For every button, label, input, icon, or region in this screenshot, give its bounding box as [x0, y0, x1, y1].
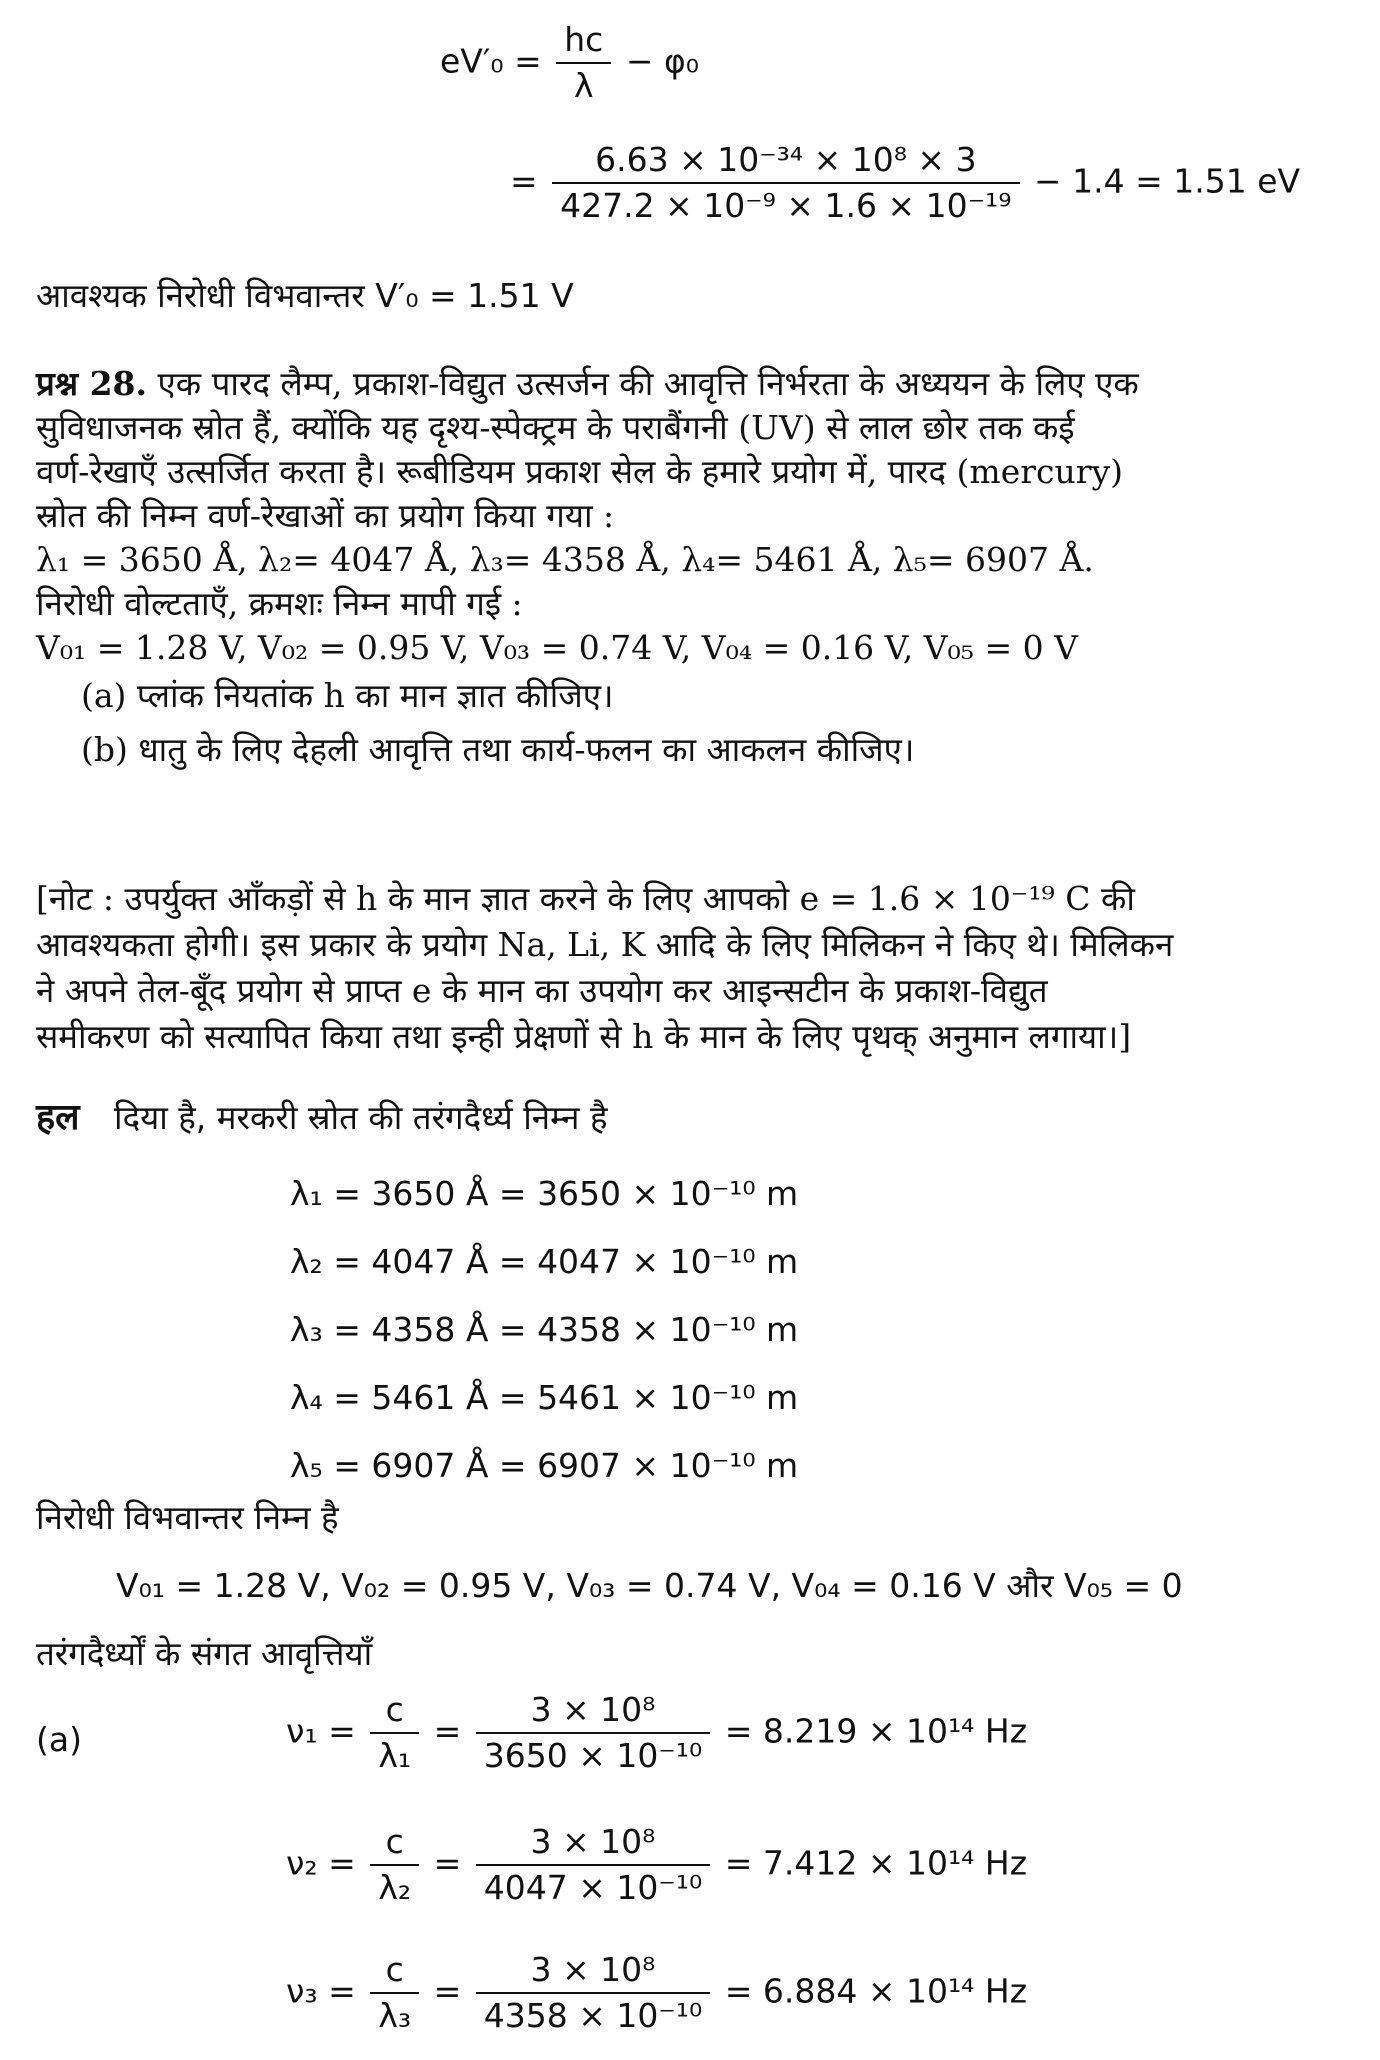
solution-intro-text: दिया है, मरकरी स्रोत की तरंगदैर्ध्य निम्न है — [114, 1098, 608, 1137]
question-stopping-intro: निरोधी वोल्टताएँ, क्रमशः निम्न मापी गई : — [36, 584, 523, 623]
question-part-a: (a) प्लांक नियतांक h का मान ज्ञात कीजिए। — [81, 676, 614, 715]
freq-lhs: ν₃ = — [286, 1971, 356, 2011]
fraction-c-lambda — [370, 1690, 419, 1776]
fraction-values — [476, 1822, 710, 1908]
equation-ev0 — [440, 20, 699, 106]
part-a-label: (a) — [36, 1720, 82, 1759]
fraction-numerator: hc — [556, 20, 611, 64]
stopping-potential-result: आवश्यक निरोधी विभवान्तर V′₀ = 1.51 V — [36, 276, 574, 315]
fraction-numerator: 3 × 10⁸ — [476, 1822, 710, 1866]
question-part-b: (b) धातु के लिए देहली आवृत्ति तथा कार्य-फलन का आकलन कीजिए। — [81, 730, 915, 769]
freq-lhs: ν₁ = — [286, 1711, 356, 1751]
question-label: प्रश्न 28. — [36, 364, 148, 403]
wavelength-item: λ₃ = 4358 Å = 4358 × 10⁻¹⁰ m — [290, 1310, 799, 1349]
eq-sign: = — [510, 161, 538, 201]
wavelength-item: λ₅ = 6907 Å = 6907 × 10⁻¹⁰ m — [290, 1446, 799, 1485]
note-line: समीकरण को सत्यापित किया तथा इन्ही प्रेक्षणों से h के मान के लिए पृथक् अनुमान लगाया।] — [36, 1017, 1132, 1056]
fraction-denominator: λ₁ — [378, 1736, 412, 1775]
question-stopping-values: V₀₁ = 1.28 V, V₀₂ = 0.95 V, V₀₃ = 0.74 V, V₀₄ = 0.16 V, V₀₅ = 0 V — [36, 628, 1078, 667]
fraction-values — [476, 1690, 710, 1776]
freq-lhs: ν₂ = — [286, 1843, 356, 1883]
freq-result: = 6.884 × 10¹⁴ Hz — [724, 1971, 1028, 2011]
eq-lhs: eV′₀ = — [440, 41, 542, 81]
note-line: आवश्यकता होगी। इस प्रकार के प्रयोग Na, Li, K आदि के लिए मिलिकन ने किए थे। मिलिकन — [36, 925, 1174, 964]
note-block — [36, 876, 1346, 1060]
question-text-line: सुविधाजनक स्रोत हैं, क्योंकि यह दृश्य-स्पेक्ट्रम के पराबैंगनी (UV) से लाल छोर तक कई — [36, 408, 1075, 447]
question-wavelengths: λ₁ = 3650 Å, λ₂= 4047 Å, λ₃= 4358 Å, λ₄= 5461 Å, λ₅= 6907 Å. — [36, 540, 1094, 579]
solution-intro — [36, 1096, 608, 1140]
frequency-nu1: ν₁ = $\frac{c}{\text{λ₁}}$ = $\frac{\text{3 × 10⁸}}{\text{3650 × 10⁻¹⁰}}$ = 8.219 × 10¹⁴ Hz — [286, 1690, 1028, 1775]
fraction-c-lambda — [370, 1822, 419, 1908]
wavelength-item: λ₂ = 4047 Å = 4047 × 10⁻¹⁰ m — [290, 1242, 799, 1281]
wavelength-item: λ₁ = 3650 Å = 3650 × 10⁻¹⁰ m — [290, 1174, 799, 1213]
solution-stopping-intro: निरोधी विभवान्तर निम्न है — [36, 1498, 339, 1537]
fraction-denominator: λ — [574, 66, 594, 105]
fraction-denominator: λ₃ — [378, 1996, 412, 2035]
fraction-denominator: λ₂ — [378, 1868, 412, 1907]
fraction-denominator: 427.2 × 10⁻⁹ × 1.6 × 10⁻¹⁹ — [560, 186, 1012, 225]
fraction-values — [476, 1950, 710, 2036]
eq-rhs: − φ₀ — [625, 41, 699, 81]
fraction-numerator: 3 × 10⁸ — [476, 1950, 710, 1994]
fraction-denominator: 3650 × 10⁻¹⁰ — [483, 1736, 703, 1775]
question-text-line: एक पारद लैम्प, प्रकाश-विद्युत उत्सर्जन की आवृत्ति निर्भरता के अध्ययन के लिए एक — [157, 364, 1139, 403]
question-28 — [36, 362, 1346, 772]
eq-result: − 1.4 = 1.51 eV — [1034, 161, 1301, 201]
equation-numeric — [510, 140, 1300, 226]
note-line: ने अपने तेल-बूँद प्रयोग से प्राप्त e के मान का उपयोग कर आइन्सटीन के प्रकाश-विद्युत — [36, 971, 1048, 1010]
wavelength-list — [290, 1160, 798, 1500]
wavelength-item: λ₄ = 5461 Å = 5461 × 10⁻¹⁰ m — [290, 1378, 799, 1417]
solution-label: हल — [36, 1097, 80, 1138]
fraction-numerator: 3 × 10⁸ — [476, 1690, 710, 1734]
fraction-denominator: 4358 × 10⁻¹⁰ — [483, 1996, 703, 2035]
frequency-nu2: ν₂ = $\frac{c}{\text{λ₂}}$ = $\frac{\text{3 × 10⁸}}{\text{4047 × 10⁻¹⁰}}$ = 7.412 × 10¹⁴ Hz — [286, 1822, 1028, 1907]
fraction-numerator: c — [370, 1950, 419, 1994]
freq-result: = 8.219 × 10¹⁴ Hz — [724, 1711, 1028, 1751]
note-line: [नोट : उपर्युक्त आँकड़ों से h के मान ज्ञात करने के लिए आपको e = 1.6 × 10⁻¹⁹ C की — [36, 879, 1135, 918]
frequency-nu3: ν₃ = $\frac{c}{\text{λ₃}}$ = $\frac{\text{3 × 10⁸}}{\text{4358 × 10⁻¹⁰}}$ = 6.884 × 10¹⁴ Hz — [286, 1950, 1028, 2035]
fraction-numerator: 6.63 × 10⁻³⁴ × 10⁸ × 3 — [552, 140, 1019, 184]
solution-stopping-values: V₀₁ = 1.28 V, V₀₂ = 0.95 V, V₀₃ = 0.74 V, V₀₄ = 0.16 V और V₀₅ = 0 — [116, 1566, 1183, 1605]
fraction-denominator: 4047 × 10⁻¹⁰ — [483, 1868, 703, 1907]
fraction-numerator: c — [370, 1822, 419, 1866]
frequency-intro: तरंगदैर्ध्यों के संगत आवृत्तियाँ — [36, 1634, 373, 1673]
question-text-line: वर्ण-रेखाएँ उत्सर्जित करता है। रूबीडियम प्रकाश सेल के हमारे प्रयोग में, पारद (mercury) — [36, 452, 1124, 491]
fraction-c-lambda — [370, 1950, 419, 2036]
fraction-numerator: c — [370, 1690, 419, 1734]
question-text-line: स्रोत की निम्न वर्ण-रेखाओं का प्रयोग किया गया : — [36, 496, 615, 535]
fraction-hc-lambda — [556, 20, 611, 106]
freq-result: = 7.412 × 10¹⁴ Hz — [724, 1843, 1028, 1883]
fraction-numeric — [552, 140, 1019, 226]
